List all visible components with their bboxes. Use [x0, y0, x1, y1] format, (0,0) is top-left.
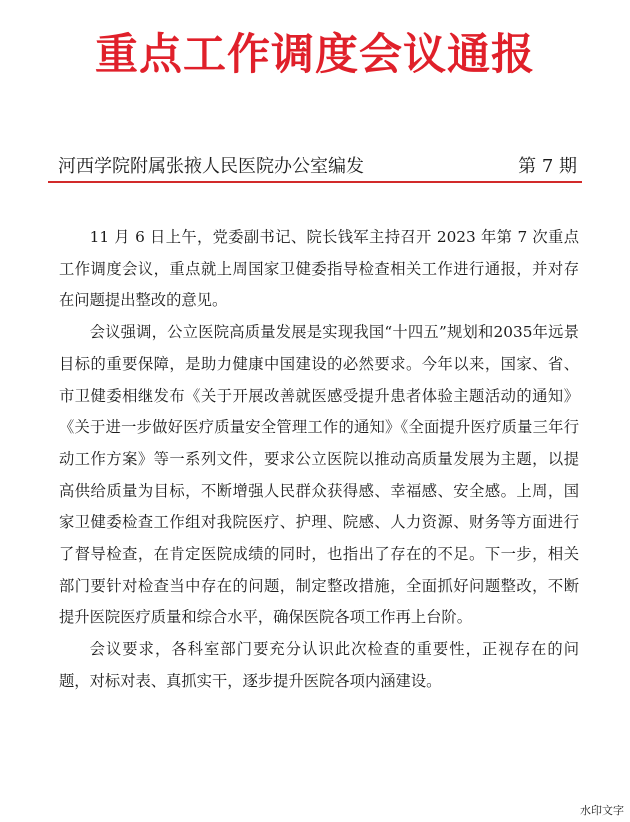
body-paragraph-3: 会议要求，各科室部门要充分认识此次检查的重要性，正视存在的问题，对标对表、真抓实干，逐步提升医院各项内涵建设。: [59, 640, 579, 690]
issue-number: 第 7 期: [518, 156, 577, 177]
red-divider-rule: [48, 181, 582, 183]
document-title: 重点工作调度会议通报: [95, 30, 535, 80]
watermark-text: 水印文字: [580, 804, 624, 817]
body-paragraph-1: 11 月 6 日上午，党委副书记、院长钱军主持召开 2023 年第 7 次重点工作调度会议，重点就上周国家卫健委指导检查相关工作进行通报，并对存在问题提出整改的意见。: [59, 228, 579, 310]
masthead: [58, 152, 577, 180]
document-body: [59, 222, 579, 698]
body-paragraph-2: 会议强调，公立医院高质量发展是实现我国“十四五”规划和2035年远景目标的重要保障，是助力健康中国建设的必然要求。今年以来，国家、省、市卫健委相继发布《关于开展改善就医感受提升患者体验主题活动的通知》《关于进一步做好医疗质量安全管理工作的通知》《全面提升医疗质量三年行动工作方案》等一系列文件，要求公立医院以推动高质量发展为主题，以提高供给质量为目标，不断增强人民群众获得感、幸福感、安全感。上周，国家卫健委检查工作组对我院医疗、护理、院感、人力资源、财务等方面进行了督导检查，在肯定医院成绩的同时，也指出了存在的不足。下一步，相关部门要针对检查当中存在的问题，制定整改措施，全面抓好问题整改，不断提升医院医疗质量和综合水平，确保医院各项工作再上台阶。: [59, 323, 579, 627]
issuer-name: 河西学院附属张掖人民医院办公室编发: [58, 156, 364, 177]
